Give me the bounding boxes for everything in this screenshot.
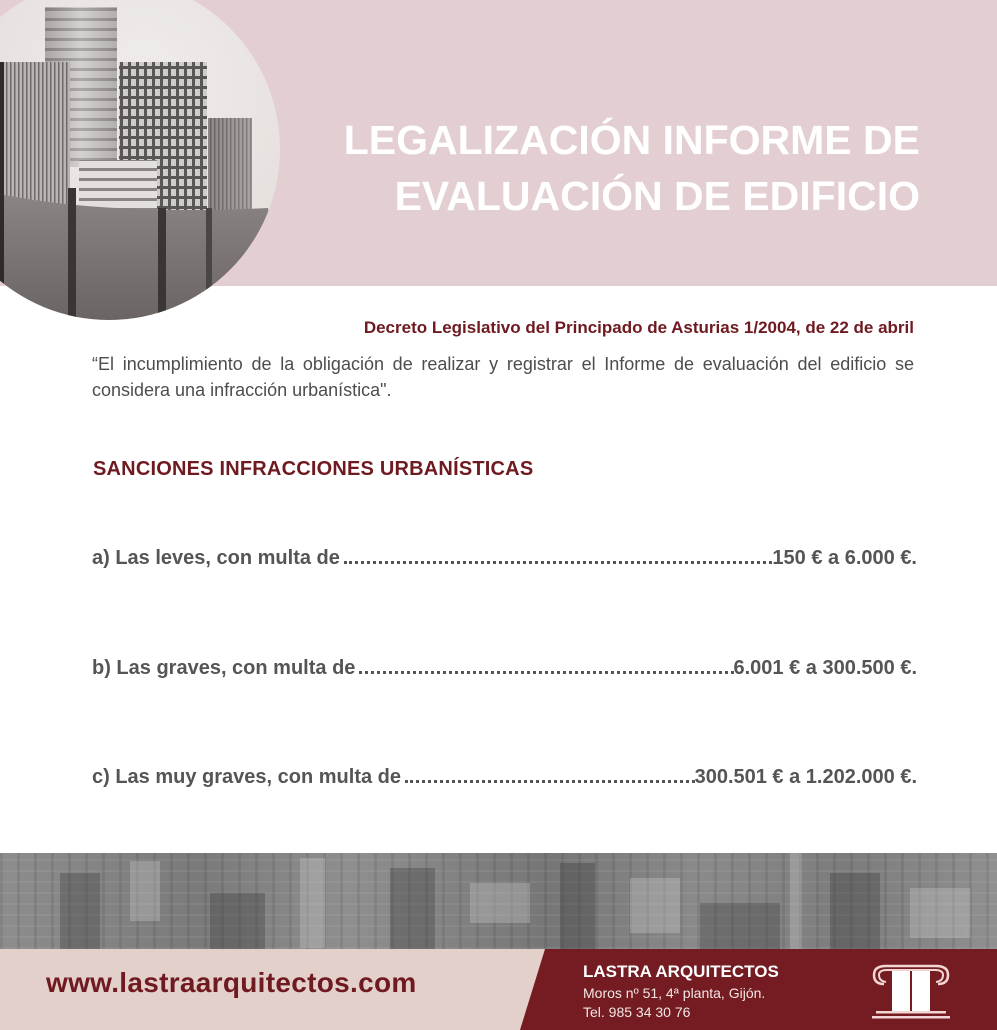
skyscrapers-illustration [0, 0, 280, 320]
sanction-label: a) Las leves, con multa de [92, 547, 340, 569]
sanction-label: c) Las muy graves, con multa de [92, 766, 401, 788]
sanction-range: 150 € a 6.000 €. [772, 547, 917, 569]
sanction-row-graves [92, 657, 917, 680]
sanction-row-leves [92, 547, 917, 570]
sanction-label: b) Las graves, con multa de [92, 657, 356, 679]
dot-leader [405, 779, 695, 783]
sanction-range: 6.001 € a 300.500 €. [733, 657, 917, 679]
section-title: SANCIONES INFRACCIONES URBANÍSTICAS [93, 458, 534, 480]
aerial-city-photo [0, 853, 997, 949]
page-title [300, 112, 920, 224]
title-line-1: LEGALIZACIÓN INFORME DE [343, 117, 920, 163]
dot-leader [359, 670, 733, 674]
sanction-range: 300.501 € a 1.202.000 €. [694, 766, 917, 788]
legal-quote: “El incumplimiento de la obligación de realizar y registrar el Informe de evaluación del edificio se considera una infracción urbanística". [92, 354, 914, 400]
website-link[interactable]: www.lastraarquitectos.com [46, 967, 417, 998]
company-name: LASTRA ARQUITECTOS [583, 962, 779, 981]
company-address: Moros nº 51, 4ª planta, Gijón. [583, 985, 766, 1001]
dot-leader [344, 560, 773, 564]
company-phone: Tel. 985 34 30 76 [583, 1004, 691, 1020]
decree-reference: Decreto Legislativo del Principado de Asturias 1/2004, de 22 de abril [363, 318, 914, 337]
title-line-2: EVALUACIÓN DE EDIFICIO [394, 173, 920, 219]
ionic-column-logo-icon [870, 962, 952, 1025]
buildings-icon [0, 0, 280, 320]
sanction-row-muy-graves [92, 766, 917, 789]
